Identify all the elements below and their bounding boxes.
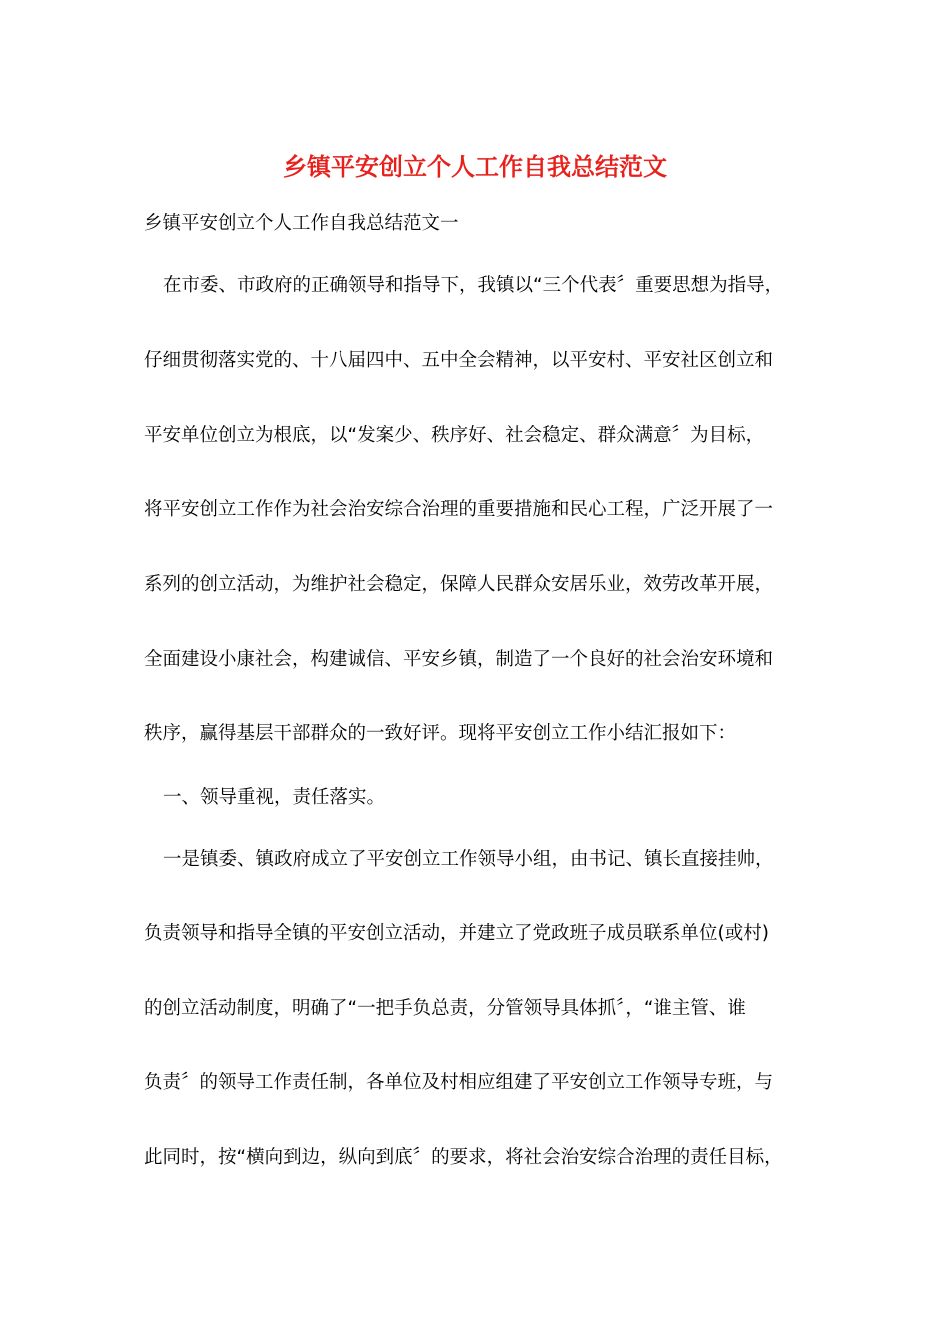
document-subtitle: 乡镇平安创立个人工作自我总结范文一	[144, 213, 459, 234]
paragraph-line: 在市委、市政府的正确领导和指导下，我镇以“三个代表〞重要思想为指导，	[163, 275, 784, 296]
paragraph-line: 秩序，赢得基层干部群众的一致好评。现将平安创立工作小结汇报如下：	[144, 723, 737, 744]
document-title: 乡镇平安创立个人工作自我总结范文	[283, 152, 667, 181]
paragraph-line: 仔细贯彻落实党的、十八届四中、五中全会精神，以平安村、平安社区创立和	[144, 350, 774, 371]
paragraph-line: 系列的创立活动，为维护社会稳定，保障人民群众安居乐业，效劳改革开展，	[144, 574, 774, 595]
paragraph-line: 此同时，按“横向到边，纵向到底〞的要求，将社会治安综合治理的责任目标，	[144, 1147, 783, 1168]
paragraph-line: 的创立活动制度，明确了“一把手负总责，分管领导具体抓〞，“谁主管、谁	[144, 998, 746, 1019]
paragraph-line: 一是镇委、镇政府成立了平安创立工作领导小组，由书记、镇长直接挂帅，	[163, 849, 774, 870]
paragraph-line: 平安单位创立为根底，以“发案少、秩序好、社会稳定、群众满意〞为目标，	[144, 425, 765, 446]
paragraph-line: 将平安创立工作作为社会治安综合治理的重要措施和民心工程，广泛开展了一	[144, 499, 774, 520]
section-heading: 一、领导重视，责任落实。	[163, 787, 386, 808]
paragraph-line: 全面建设小康社会，构建诚信、平安乡镇，制造了一个良好的社会治安环境和	[144, 649, 774, 670]
paragraph-line: 负责〞的领导工作责任制，各单位及村相应组建了平安创立工作领导专班，与	[144, 1072, 774, 1093]
paragraph-line: 负责领导和指导全镇的平安创立活动，并建立了党政班子成员联系单位(或村)	[144, 923, 769, 944]
